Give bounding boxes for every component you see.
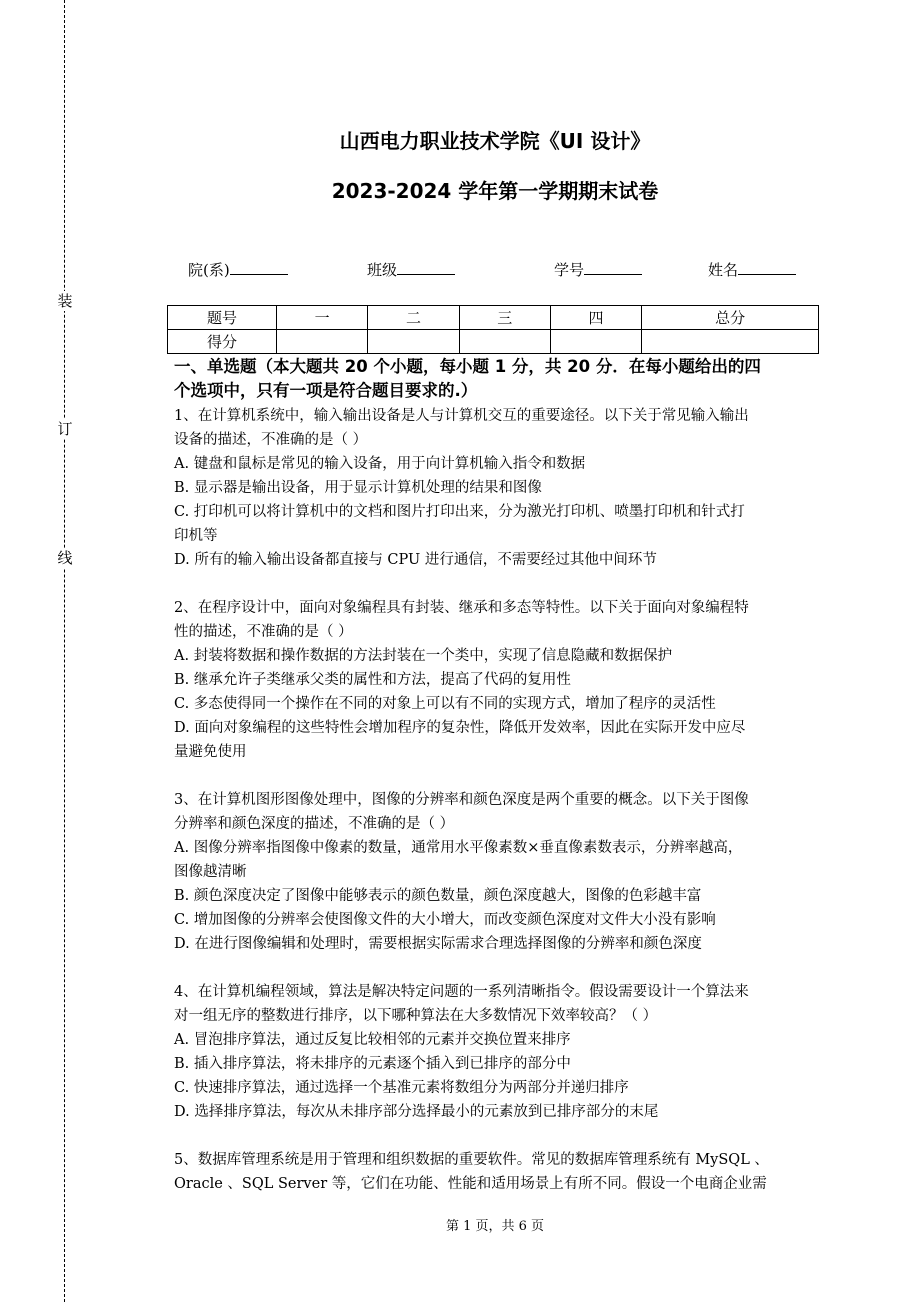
student-id-label: 学号 [554,261,585,279]
score-table-header-row [168,306,819,330]
question-stem-line: 3、在计算机图形图像处理中，图像的分辨率和颜色深度是两个重要的概念。以下关于图像 [174,792,749,808]
option-b-line[interactable]: B. 继承允许子类继承父类的属性和方法，提高了代码的复用性 [174,672,571,688]
score-cell[interactable] [459,330,550,354]
score-cell[interactable] [277,330,368,354]
score-table-col-header: 三 [459,306,550,330]
binding-char-ding: 订 [57,420,73,438]
option-b-line[interactable]: B. 显示器是输出设备，用于显示计算机处理的结果和图像 [174,480,542,496]
binding-char-zhuang: 装 [57,292,73,310]
score-table-col-header: 四 [550,306,641,330]
page-footer: 第 1 页，共 6 页 [445,1219,545,1234]
option-d-line[interactable]: 量避免使用 [174,744,247,760]
student-id-blank[interactable] [584,260,642,275]
option-d-line[interactable]: D. 在进行图像编辑和处理时，需要根据实际需求合理选择图像的分辨率和颜色深度 [174,936,702,952]
option-a-line[interactable]: A. 封装将数据和操作数据的方法封装在一个类中，实现了信息隐藏和数据保护 [174,648,673,664]
score-table-col-header: 一 [277,306,368,330]
section1-heading-line1: 一、单选题（本大题共 20 个小题，每小题 1 分，共 20 分．在每小题给出的四 [174,357,761,376]
question-stem-line: 对一组无序的整数进行排序，以下哪种算法在大多数情况下效率较高？（ ） [174,1008,658,1024]
name-blank[interactable] [738,260,796,275]
exam-title-line1: 山西电力职业技术学院《UI 设计》 [339,129,651,153]
score-table-row-header: 得分 [168,330,277,354]
class-field[interactable] [367,259,455,280]
name-label: 姓名 [708,261,739,279]
option-c-line[interactable]: C. 多态使得同一个操作在不同的对象上可以有不同的实现方式，增加了程序的灵活性 [174,696,716,712]
class-blank[interactable] [397,260,455,275]
binding-char-xian: 线 [57,549,73,567]
class-label: 班级 [367,261,398,279]
option-c-line[interactable]: C. 打印机可以将计算机中的文档和图片打印出来，分为激光打印机、喷墨打印机和针式打 [174,504,745,520]
score-cell[interactable] [642,330,819,354]
student-info-row [0,259,920,281]
score-cell[interactable] [550,330,641,354]
question-stem-line: Oracle 、SQL Server 等，它们在功能、性能和适用场景上有所不同。假设一个电商企业需 [174,1176,767,1192]
score-table-col-header: 总分 [642,306,819,330]
department-field[interactable] [188,259,288,280]
section1-heading [174,355,820,403]
option-d-line[interactable]: D. 所有的输入输出设备都直接与 CPU 进行通信，不需要经过其他中间环节 [174,552,657,568]
option-b-line[interactable]: B. 颜色深度决定了图像中能够表示的颜色数量，颜色深度越大，图像的色彩越丰富 [174,888,702,904]
exam-title-line2: 2023-2024 学年第一学期期末试卷 [331,179,659,203]
score-table [167,305,819,354]
score-table-score-row [168,330,819,354]
question-stem-line: 4、在计算机编程领域，算法是解决特定问题的一系列清晰指令。假设需要设计一个算法来 [174,984,749,1000]
question-stem-line: 1、在计算机系统中，输入输出设备是人与计算机交互的重要途径。以下关于常见输入输出 [174,408,749,424]
score-table-row-header: 题号 [168,306,277,330]
department-label: 院(系) [188,261,230,279]
option-d-line[interactable]: D. 选择排序算法，每次从未排序部分选择最小的元素放到已排序部分的末尾 [174,1104,659,1120]
question-stem-line: 2、在程序设计中，面向对象编程具有封装、继承和多态等特性。以下关于面向对象编程特 [174,600,749,616]
option-b-line[interactable]: B. 插入排序算法，将未排序的元素逐个插入到已排序的部分中 [174,1056,571,1072]
question-stem-line: 分辨率和颜色深度的描述，不准确的是（ ） [174,816,455,832]
department-blank[interactable] [230,260,288,275]
score-cell[interactable] [368,330,459,354]
score-table-col-header: 二 [368,306,459,330]
option-c-line[interactable]: C. 增加图像的分辨率会使图像文件的大小增大，而改变颜色深度对文件大小没有影响 [174,912,716,928]
question-stem-line: 设备的描述，不准确的是（ ） [174,432,368,448]
option-a-line[interactable]: A. 键盘和鼠标是常见的输入设备，用于向计算机输入指令和数据 [174,456,586,472]
option-a-line[interactable]: A. 图像分辨率指图像中像素的数量，通常用水平像素数×垂直像素数表示，分辨率越高， [174,840,743,856]
option-c-line[interactable]: C. 快速排序算法，通过选择一个基准元素将数组分为两部分并递归排序 [174,1080,629,1096]
option-c-line[interactable]: 印机等 [174,528,218,544]
option-a-line[interactable]: A. 冒泡排序算法，通过反复比较相邻的元素并交换位置来排序 [174,1032,571,1048]
student-id-field[interactable] [554,259,642,280]
question-stem-line: 5、数据库管理系统是用于管理和组织数据的重要软件。常见的数据库管理系统有 MySQL 、 [174,1152,769,1168]
section1-heading-line2: 个选项中，只有一项是符合题目要求的.） [174,381,478,400]
name-field[interactable] [708,259,796,280]
option-a-line[interactable]: 图像越清晰 [174,864,247,880]
option-d-line[interactable]: D. 面向对象编程的这些特性会增加程序的复杂性，降低开发效率，因此在实际开发中应尽 [174,720,746,736]
question-stem-line: 性的描述，不准确的是（ ） [174,624,353,640]
